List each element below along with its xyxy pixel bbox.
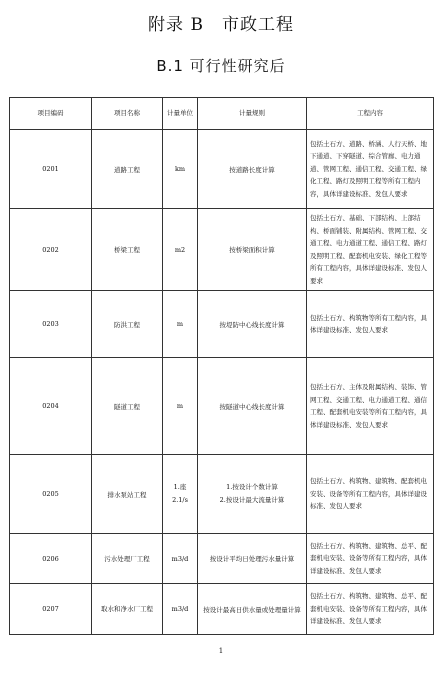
cell-unit: 1.座 2.1/s [163, 455, 198, 534]
cell-content: 包括土石方、构筑物等所有工程内容，具体详建设标准、发包人要求 [307, 291, 434, 358]
cell-name: 防洪工程 [92, 291, 163, 358]
cell-rule: 1.按设计个数计算 2.按设计最大流量计算 [198, 455, 307, 534]
table-row [10, 209, 434, 291]
cell-code: 0206 [10, 534, 92, 584]
cell-unit: km [163, 130, 198, 209]
cell-unit: m2 [163, 209, 198, 291]
header-rule: 计量规则 [198, 98, 307, 130]
cell-rule: 按堤防中心线长度计算 [198, 291, 307, 358]
table-row [10, 534, 434, 584]
cell-unit: m [163, 358, 198, 455]
cell-content: 包括土石方、构筑物、建筑物、总平、配套机电安装、设备等所有工程内容，具体详建设标准、发包人要求 [307, 534, 434, 584]
table-row [10, 455, 434, 534]
cell-name: 桥梁工程 [92, 209, 163, 291]
header-code: 项目编码 [10, 98, 92, 130]
cell-content: 包括土石方、基础、下部结构、上部结构、桥面铺装、附属结构、管网工程、交通工程、电力通道工程、通信工程、路灯及照明工程、配套机电安装、绿化工程等所有工程内容，具体详建设标准、发包人要求 [307, 209, 434, 291]
cell-unit: m3/d [163, 534, 198, 584]
section-title: B.1 可行性研究后 [156, 57, 286, 75]
table-row [10, 130, 434, 209]
header-name: 项目名称 [92, 98, 163, 130]
cell-content: 包括土石方、构筑物、建筑物、总平、配套机电安装、设备等所有工程内容，具体详建设标准、发包人要求 [307, 584, 434, 635]
cell-content: 包括土石方、构筑物、建筑物、配套机电安装、设备等所有工程内容，具体详建设标准、发包人要求 [307, 455, 434, 534]
cell-content: 包括土石方、道路、桥涵、人行天桥、地下通道、下穿隧道、综合管廊、电力通道、管网工程、通信工程、交通工程、绿化工程、路灯及照明工程等所有工程内容，具体详建设标准、发包人要求 [307, 130, 434, 209]
cell-content: 包括土石方、主体及附属结构、装饰、管网工程、交通工程、电力通道工程、通信工程、配套机电安装等所有工程内容，具体详建设标准、发包人要求 [307, 358, 434, 455]
cell-rule: 按设计平均日处理污水量计算 [198, 534, 307, 584]
cell-name: 取水和净水厂工程 [92, 584, 163, 635]
page-number: 1 [218, 647, 224, 655]
cell-code: 0203 [10, 291, 92, 358]
cell-code: 0205 [10, 455, 92, 534]
cell-rule: 按道路长度计算 [198, 130, 307, 209]
header-unit: 计量单位 [163, 98, 198, 130]
cell-name: 道路工程 [92, 130, 163, 209]
cell-rule: 按设计最高日供水量或处理量计算 [198, 584, 307, 635]
cell-code: 0204 [10, 358, 92, 455]
cell-name: 排水泵站工程 [92, 455, 163, 534]
cell-unit: m3/d [163, 584, 198, 635]
cell-code: 0201 [10, 130, 92, 209]
cell-rule: 按桥梁面积计算 [198, 209, 307, 291]
table-row [10, 358, 434, 455]
cell-code: 0202 [10, 209, 92, 291]
cell-rule: 按隧道中心线长度计算 [198, 358, 307, 455]
cell-name: 隧道工程 [92, 358, 163, 455]
page-title: 附录 B 市政工程 [148, 15, 294, 35]
cell-name: 污水处理厂工程 [92, 534, 163, 584]
table-header-row [10, 98, 434, 130]
cell-code: 0207 [10, 584, 92, 635]
cell-unit: m [163, 291, 198, 358]
table-row [10, 584, 434, 635]
table-row [10, 291, 434, 358]
engineering-table [9, 97, 434, 635]
header-content: 工程内容 [307, 98, 434, 130]
